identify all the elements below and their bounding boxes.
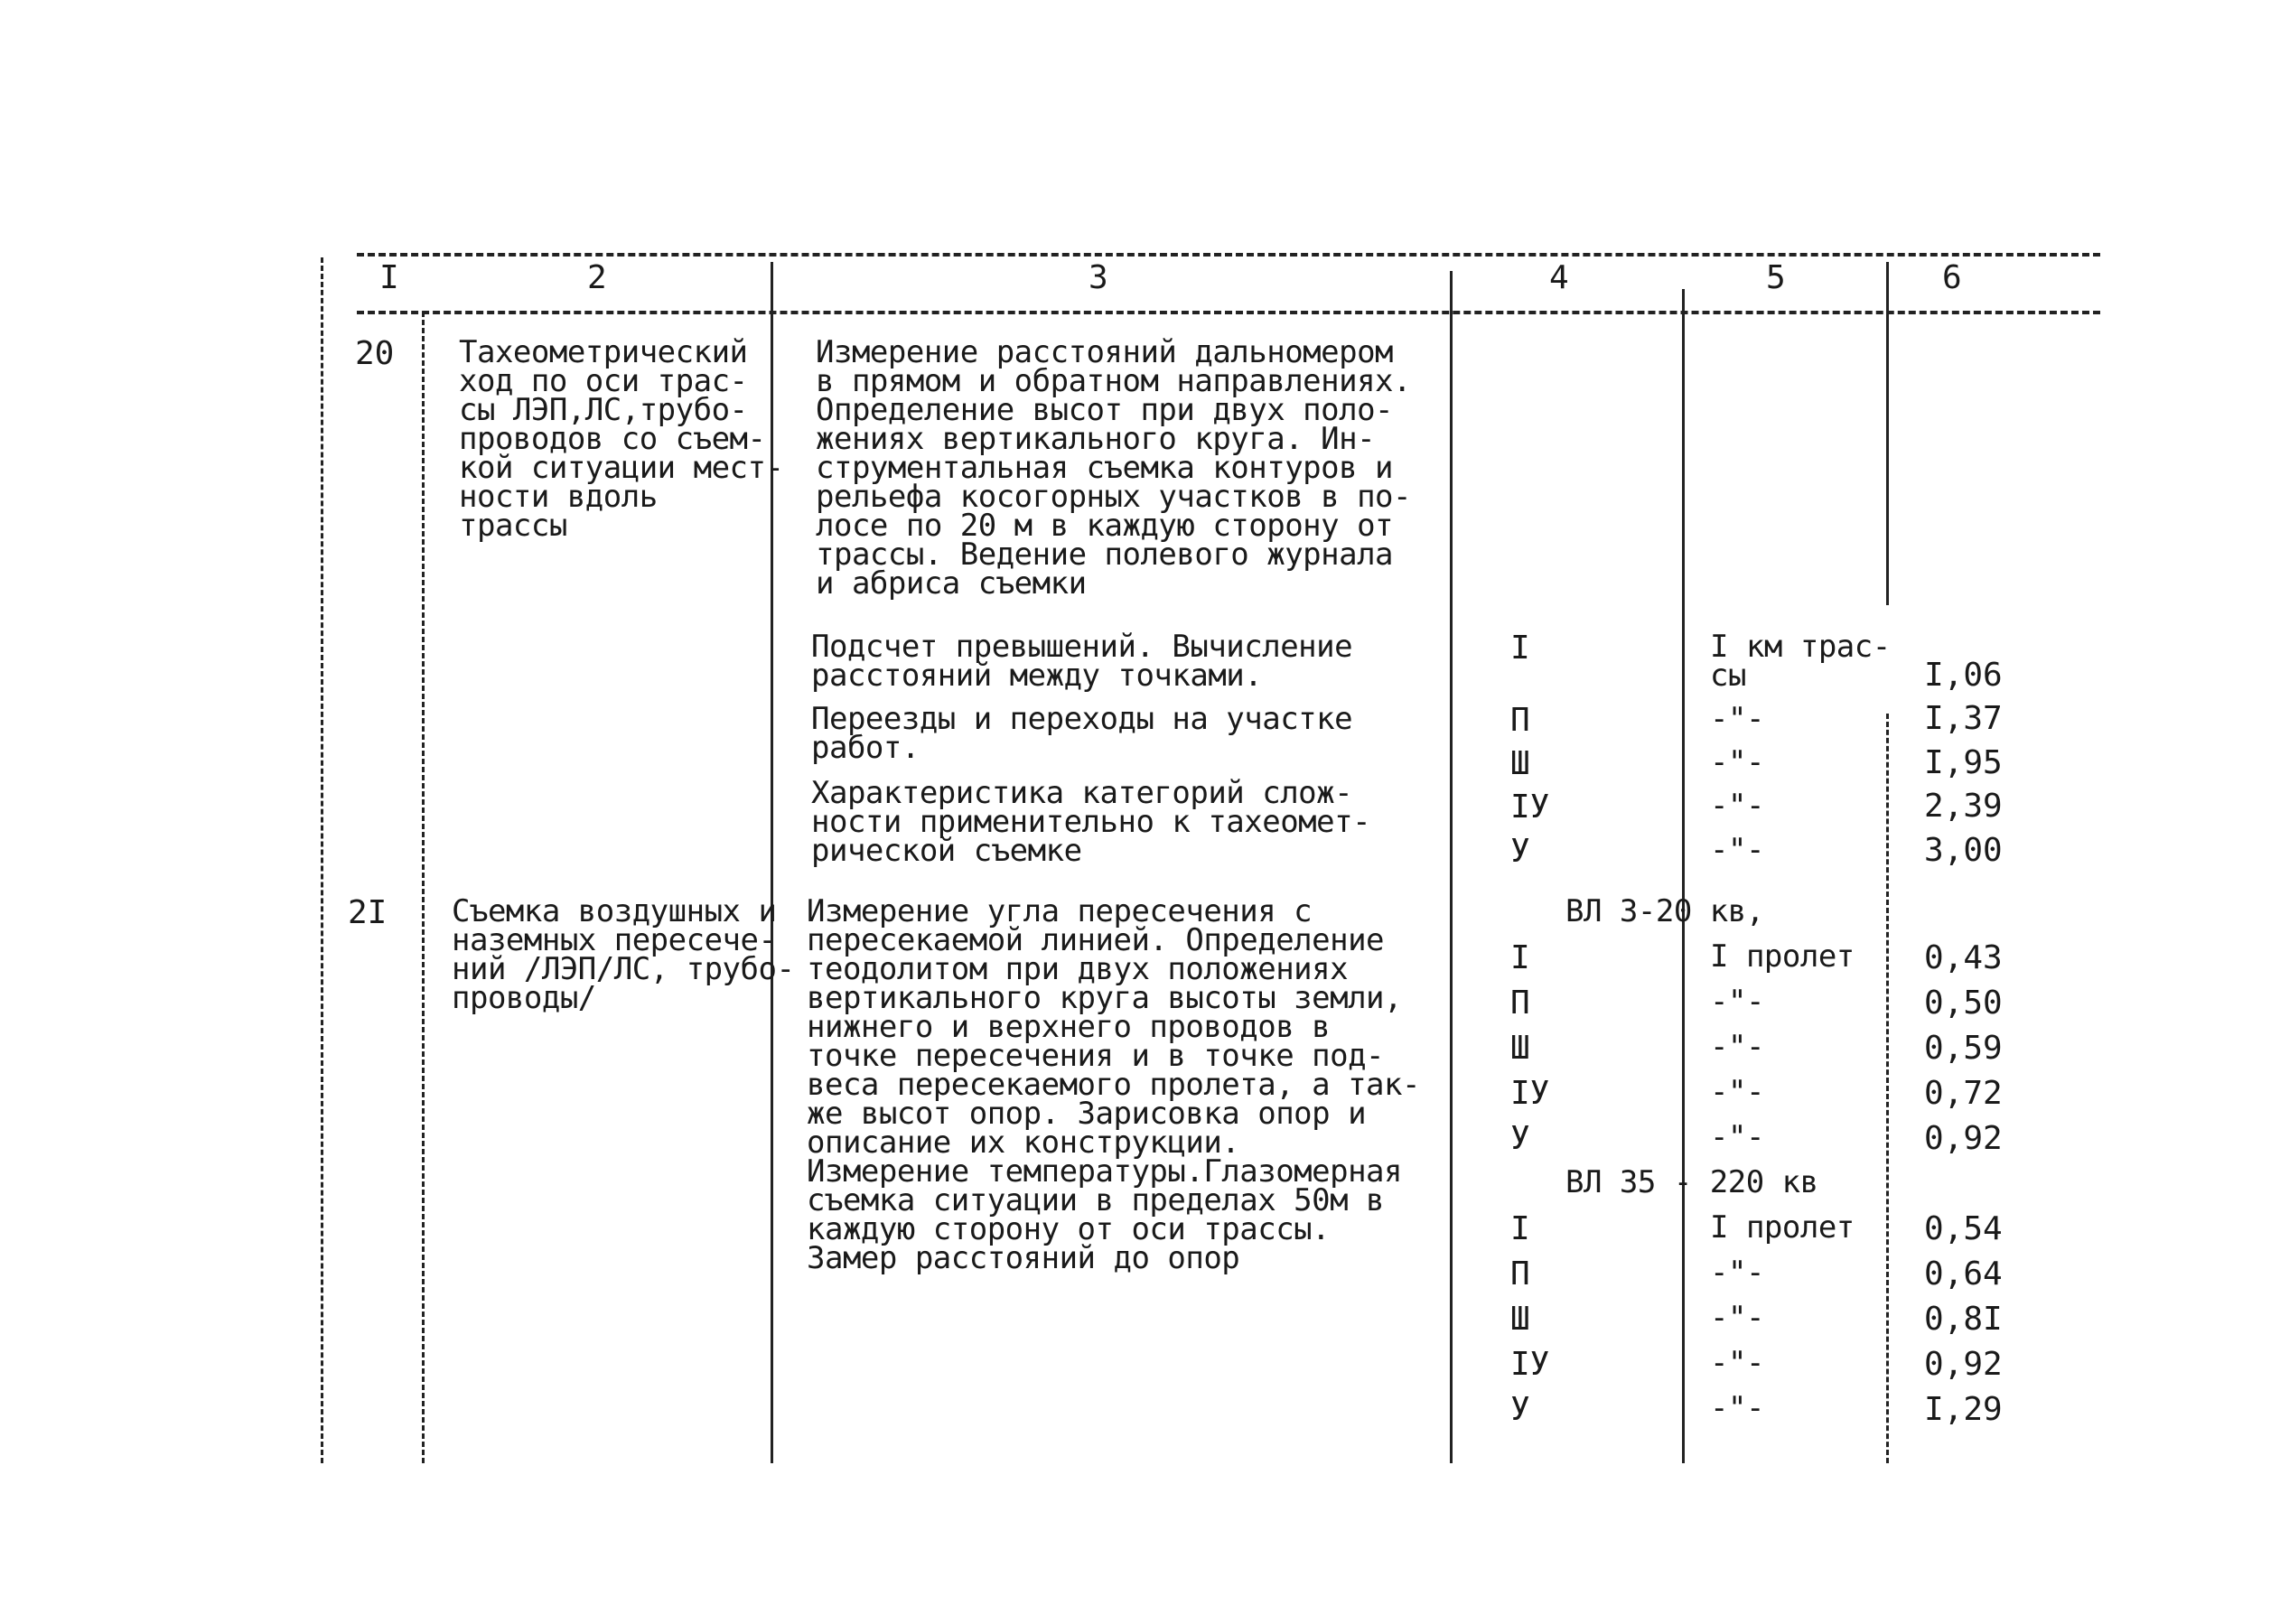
row-21-name: Съемка воздушных и наземных пересече- ний /ЛЭП/ЛС, трубо- проводы/ bbox=[452, 893, 795, 1016]
row-21-group-2-heading: ВЛ 35 - 220 кв bbox=[1565, 1164, 1818, 1200]
row-21-g2-value-2: 0,64 bbox=[1924, 1255, 2003, 1293]
row-20-cat-1: I bbox=[1510, 630, 1530, 667]
row-21-g1-value-5: 0,92 bbox=[1924, 1120, 2003, 1157]
row-21-g1-cat-3: Ш bbox=[1510, 1030, 1530, 1067]
row-20-unit-5: -"- bbox=[1710, 832, 1764, 868]
row-20-description-1: Измерение расстояний дальномером в прямом и обратном направлениях. Определение высот при двух поло- жениях вертикального круга. Ин- струментальная съемка контуров и рельефа косогорных участков в по- лосе по 20 м в каждую сторону от трассы. Ведение полевого журнала и абриса съемки bbox=[816, 334, 1412, 602]
header-col-1: I bbox=[379, 259, 399, 296]
row-20-unit-1: I км трас- сы bbox=[1710, 629, 1891, 694]
row-21-g1-value-4: 0,72 bbox=[1924, 1075, 2003, 1112]
row-number: 20 bbox=[355, 335, 395, 372]
row-21-group-1-heading: ВЛ 3-20 кв, bbox=[1565, 893, 1764, 929]
row-21-g1-unit-5: -"- bbox=[1710, 1119, 1764, 1155]
header-col-4: 4 bbox=[1549, 259, 1569, 296]
row-21-description: Измерение угла пересечения с пересекаемой линией. Определение теодолитом при двух положениях вертикального круга высоты земли, нижнего и верхнего проводов в точке пересечения и в точке под- веса пересекаемого пролета, а так- же высот опор. Зарисовка опор и описание их конструкции. Измерение температуры.Глазомерная съемка ситуации в пределах 50м в каждую сторону от оси трассы. Замер расстояний до опор bbox=[807, 893, 1420, 1276]
row-20-cat-4: IУ bbox=[1510, 789, 1550, 826]
row-21-g2-unit-2: -"- bbox=[1710, 1255, 1764, 1291]
col-sep-5 bbox=[1886, 262, 1889, 605]
col-sep-1 bbox=[422, 312, 425, 1463]
row-20-value-3: I,95 bbox=[1924, 744, 2003, 781]
row-21-g1-unit-4: -"- bbox=[1710, 1074, 1764, 1110]
row-21-g1-value-2: 0,50 bbox=[1924, 985, 2003, 1022]
row-21-g1-cat-5: У bbox=[1510, 1120, 1530, 1157]
row-21-g2-value-3: 0,8I bbox=[1924, 1301, 2003, 1338]
row-21-g2-cat-2: П bbox=[1510, 1255, 1530, 1293]
row-21-g2-unit-3: -"- bbox=[1710, 1300, 1764, 1336]
row-21-g2-unit-4: -"- bbox=[1710, 1345, 1764, 1381]
row-20-description-3: Переезды и переходы на участке работ. bbox=[811, 701, 1353, 766]
row-21-g1-cat-2: П bbox=[1510, 985, 1530, 1022]
col-sep-3 bbox=[1450, 271, 1453, 1463]
col-sep-4 bbox=[1682, 289, 1685, 1463]
row-20-unit-4: -"- bbox=[1710, 788, 1764, 824]
header-col-6: 6 bbox=[1942, 259, 1962, 296]
row-21-g1-value-1: 0,43 bbox=[1924, 939, 2003, 976]
row-20-cat-5: У bbox=[1510, 833, 1530, 870]
row-21-g2-value-5: I,29 bbox=[1924, 1391, 2003, 1428]
row-20-unit-2: -"- bbox=[1710, 701, 1764, 737]
row-21-g2-unit-1: I пролет bbox=[1710, 1209, 1855, 1246]
col-sep-5b bbox=[1886, 714, 1889, 1463]
header-col-5: 5 bbox=[1766, 259, 1786, 296]
row-21-g1-unit-2: -"- bbox=[1710, 984, 1764, 1020]
row-21-g1-cat-4: IУ bbox=[1510, 1075, 1550, 1112]
row-21-g1-value-3: 0,59 bbox=[1924, 1030, 2003, 1067]
row-21-g1-cat-1: I bbox=[1510, 939, 1530, 976]
row-21-g2-value-1: 0,54 bbox=[1924, 1210, 2003, 1247]
row-21-g1-unit-3: -"- bbox=[1710, 1029, 1764, 1065]
row-20-description-4: Характеристика категорий слож- ности применительно к тахеомет- рической съемке bbox=[811, 775, 1371, 869]
row-20-description-2: Подсчет превышений. Вычисление расстояний между точками. bbox=[811, 629, 1353, 694]
row-21-g2-value-4: 0,92 bbox=[1924, 1346, 2003, 1383]
row-number: 2I bbox=[348, 894, 388, 931]
row-20-unit-3: -"- bbox=[1710, 744, 1764, 780]
row-21-g2-unit-5: -"- bbox=[1710, 1390, 1764, 1426]
row-20-cat-3: Ш bbox=[1510, 745, 1530, 782]
row-20-name: Тахеометрический ход по оси трас- сы ЛЭП,ЛС,трубо- проводов со съем- кой ситуации мест- ности вдоль трассы bbox=[459, 334, 784, 544]
row-21-g2-cat-3: Ш bbox=[1510, 1301, 1530, 1338]
row-20-value-4: 2,39 bbox=[1924, 788, 2003, 825]
table-top-rule bbox=[357, 253, 2100, 257]
row-20-cat-2: П bbox=[1510, 702, 1530, 739]
row-20-value-1: I,06 bbox=[1924, 657, 2003, 694]
row-20-value-5: 3,00 bbox=[1924, 832, 2003, 869]
row-21-g2-cat-4: IУ bbox=[1510, 1346, 1550, 1383]
header-col-2: 2 bbox=[587, 259, 607, 296]
row-21-g1-unit-1: I пролет bbox=[1710, 938, 1855, 975]
row-21-g2-cat-1: I bbox=[1510, 1210, 1530, 1247]
header-bottom-rule bbox=[357, 311, 2100, 314]
row-20-value-2: I,37 bbox=[1924, 700, 2003, 737]
row-21-g2-cat-5: У bbox=[1510, 1391, 1530, 1428]
left-border bbox=[321, 257, 323, 1463]
header-col-3: 3 bbox=[1089, 259, 1108, 296]
